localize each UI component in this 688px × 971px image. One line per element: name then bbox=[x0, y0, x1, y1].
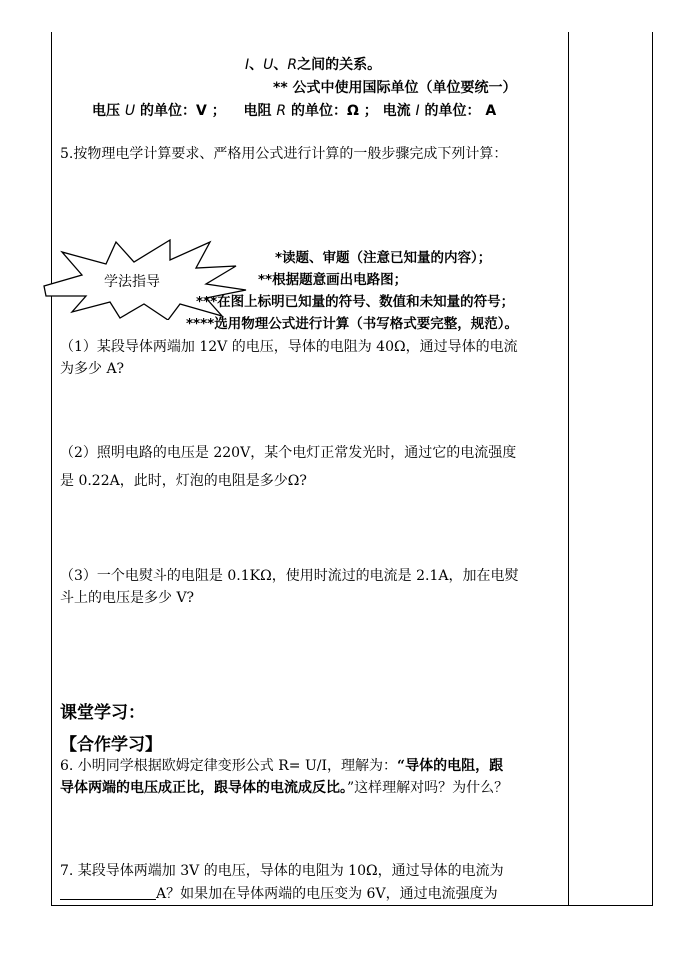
question-5: 5.按物理电学计算要求、严格用公式进行计算的一般步骤完成下列计算： bbox=[60, 146, 508, 162]
question-7-line-2 bbox=[60, 885, 498, 903]
resistance-unit: 的单位：Ω ； bbox=[290, 103, 378, 119]
problem-1-line-1: （1）某段导体两端加 12V 的电压，导体的电阻为 40Ω，通过导体的电流 bbox=[60, 339, 518, 355]
units-line bbox=[92, 102, 496, 120]
voltage-unit: 的单位：V ； bbox=[140, 103, 226, 119]
separator: 、 bbox=[273, 57, 288, 73]
section-title: 课堂学习： bbox=[60, 703, 145, 723]
question-6-question: ”这样理解对吗？为什么？ bbox=[347, 780, 509, 796]
problem-3-line-1: （3）一个电熨斗的电阻是 0.1KΩ，使用时流过的电流是 2.1A，加在电熨 bbox=[60, 568, 519, 584]
subsection-title: 【合作学习】 bbox=[60, 735, 162, 755]
problem-3-line-2: 斗上的电压是多少 V? bbox=[60, 590, 195, 606]
problem-1-line-2: 为多少 A? bbox=[60, 361, 125, 377]
question-6-line-1 bbox=[60, 757, 503, 775]
step-4: ****选用物理公式进行计算（书写格式要完整，规范）。 bbox=[186, 316, 518, 332]
column-divider bbox=[568, 32, 569, 906]
current-symbol: I bbox=[415, 103, 420, 119]
voltage-symbol: U bbox=[263, 57, 274, 73]
units-note: ** 公式中使用国际单位（单位要统一） bbox=[273, 80, 517, 96]
resistance-symbol: R bbox=[276, 103, 287, 119]
question-6-quote-end: 导体两端的电压成正比，跟导体的电流成反比。 bbox=[60, 780, 347, 796]
current-label: 电流 bbox=[382, 103, 411, 119]
question-7-continuation: A？如果加在导体两端的电压变为 6V，通过电流强度为 bbox=[156, 886, 498, 902]
step-3: ***在图上标明已知量的符号、数值和未知量的符号； bbox=[196, 294, 515, 310]
resistance-symbol: R bbox=[287, 57, 298, 73]
question-6-quote-start: “导体的电阻，跟 bbox=[397, 758, 504, 774]
problem-2-line-2: 是 0.22A，此时，灯泡的电阻是多少Ω? bbox=[60, 473, 307, 489]
relation-suffix: 之间的关系。 bbox=[297, 57, 382, 73]
current-unit: 的单位： A bbox=[424, 103, 497, 119]
question-6-prefix: 6. 小明同学根据欧姆定律变形公式 R= U/I，理解为： bbox=[60, 758, 398, 774]
current-symbol: I bbox=[245, 57, 250, 73]
method-badge: 学法指导 bbox=[104, 274, 160, 290]
question-6-line-2 bbox=[60, 779, 508, 797]
question-7-line-1: 7. 某段导体两端加 3V 的电压，导体的电阻为 10Ω，通过导体的电流为 bbox=[60, 863, 504, 879]
answer-blank[interactable] bbox=[60, 885, 156, 900]
step-2: **根据题意画出电路图； bbox=[258, 272, 408, 288]
problem-2-line-1: （2）照明电路的电压是 220V，某个电灯正常发光时，通过它的电流强度 bbox=[60, 445, 517, 461]
voltage-label: 电压 bbox=[92, 103, 120, 119]
relation-line bbox=[245, 56, 381, 74]
voltage-symbol: U bbox=[124, 103, 136, 119]
step-1: *读题、审题（注意已知量的内容）； bbox=[275, 250, 492, 266]
separator: 、 bbox=[249, 57, 264, 73]
resistance-label: 电阻 bbox=[243, 103, 272, 119]
